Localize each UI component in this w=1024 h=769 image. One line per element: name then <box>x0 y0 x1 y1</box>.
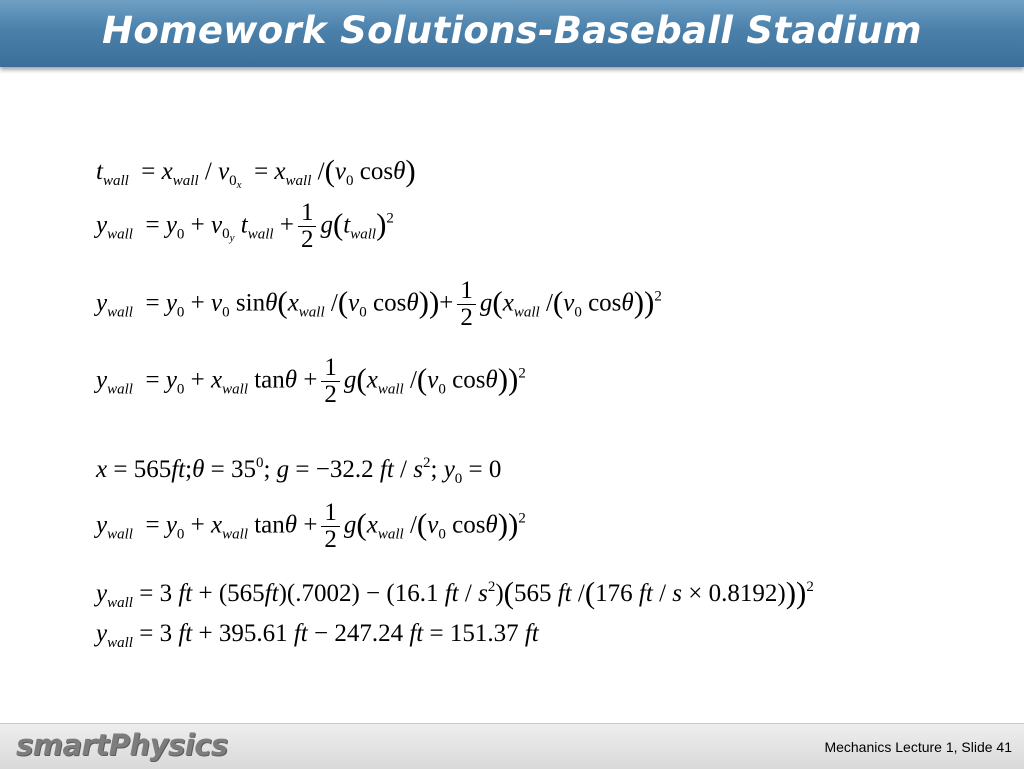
equation-final-result: $y_{wall} = 3$ ft + 395.61 ft − 247.24 ft = 151.37 ft <box>96 620 539 651</box>
equation-y-wall-tan: $y_{wall} = y_0 + x_{wall}$ tanθ + $\frac{1}{2}$ $g(x_{wall}$ $/(v_0$ cosθ))$^2$ <box>96 354 526 409</box>
given-values: x = 565ft;θ = $35^0$; g = −32.2 ft / $s^2$; $y_0 = 0$ <box>96 455 502 487</box>
slide-title: Homework Solutions-Baseball Stadium <box>102 9 922 52</box>
equation-t-wall: $t_{wall} = x_{wall} / v_{0_x} = x_{wall}$ $/(v_0$ cosθ) <box>96 153 416 191</box>
fraction-one-half: $\frac{1}{2}$ <box>321 500 340 554</box>
fraction-one-half: $\frac{1}{2}$ <box>298 200 317 254</box>
footer-bar <box>0 723 1024 769</box>
fraction-one-half: $\frac{1}{2}$ <box>457 278 476 332</box>
equation-numeric-substitution: $y_{wall} = 3$ ft + (565ft)(.7002) − (16.1 ft / $s^2)(565$ ft /(176 ft / s × 0.8192)))$^2$ <box>96 575 814 611</box>
fraction-one-half: $\frac{1}{2}$ <box>321 355 340 409</box>
smartphysics-logo: smartPhysics <box>16 728 228 762</box>
equation-y-wall-substituted: $y_{wall} = y_0 + v_0$ $\sin\theta(x_{wall}$ $/(v_0$ cosθ))+ $\frac{1}{2}$ $g(x_{wall}$ $/(v_0$ cosθ))$^2$ <box>96 277 662 332</box>
equation-y-wall-tan-repeat: $y_{wall} = y_0 + x_{wall}$ tanθ + $\frac{1}{2}$ $g(x_{wall}$ $/(v_0$ cosθ))$^2$ <box>96 499 526 554</box>
equation-y-wall-general: $y_{wall} = y_0 + v_{0_y}$ $t_{wall}$ + $\frac{1}{2}$ $g(t_{wall})^2$ <box>96 199 394 254</box>
slide-number-label: Mechanics Lecture 1, Slide 41 <box>824 739 1012 755</box>
title-bar <box>0 0 1024 67</box>
